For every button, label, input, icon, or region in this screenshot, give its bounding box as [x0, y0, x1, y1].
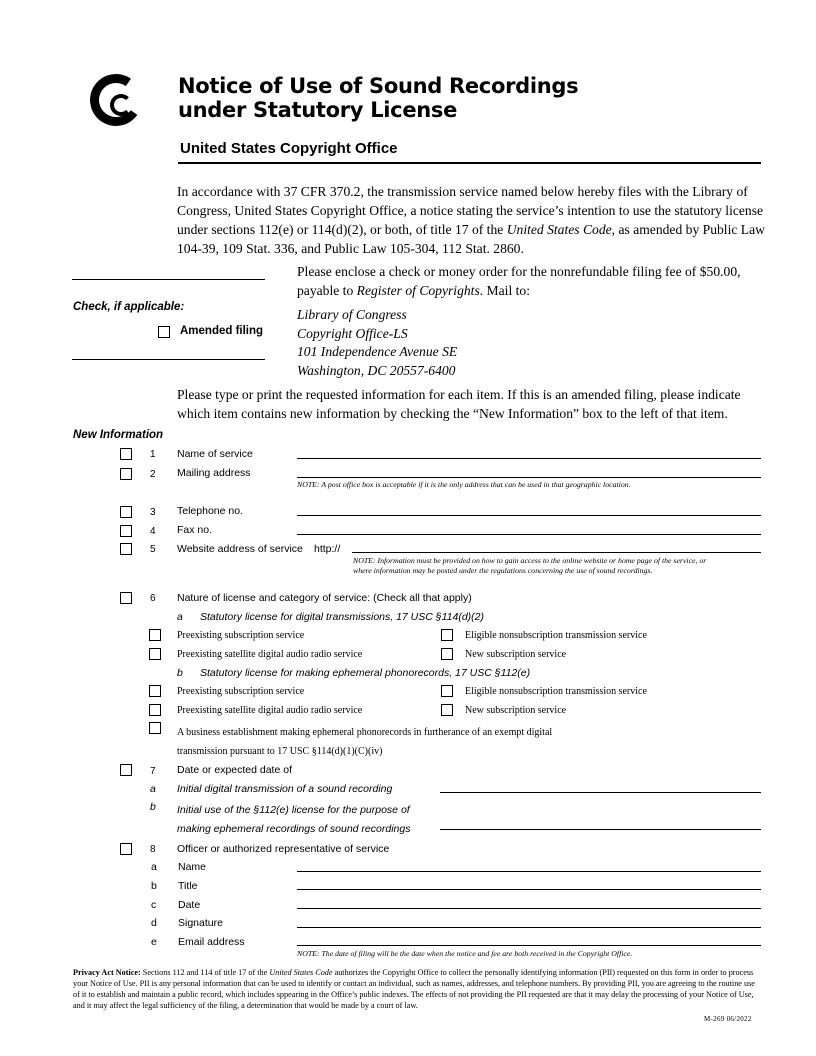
po-box-note: NOTE: A post office box is acceptable if it is the only address that can be used in that geographic location. — [297, 480, 631, 489]
officer-date-field[interactable] — [297, 908, 761, 909]
item1-new-info-checkbox[interactable] — [120, 448, 132, 460]
6b-new-subscription-checkbox[interactable] — [441, 704, 453, 716]
website-note: NOTE: Information must be provided on how to gain access to the online website or home page of the service, or where information may be posted under the regulations concerning the use of sound recordings. — [353, 556, 707, 575]
fax-field[interactable] — [297, 534, 761, 535]
name-of-service-label: Name of service — [177, 448, 253, 460]
sub-letter: d — [151, 917, 157, 929]
sub-letter: b — [151, 880, 157, 892]
business-establishment-label: A business establishment making ephemeral phonorecords in furtherance of an exempt digital transmission pursuant to 17 USC §114(d)(1)(C)(iv) — [177, 727, 553, 757]
http-prefix: http:// — [314, 543, 341, 555]
officer-email-label: Email address — [178, 936, 245, 948]
filing-date-note: NOTE: The date of filing will be the date when the notice and fee are both received in the Copyright Office. — [297, 949, 633, 958]
6b-eligible-nonsubscription-checkbox[interactable] — [441, 685, 453, 697]
officer-name-field[interactable] — [297, 871, 761, 872]
applicable-top-rule — [72, 279, 265, 280]
sub-letter: c — [151, 899, 157, 911]
option-label: Preexisting satellite digital audio radio service — [177, 649, 363, 660]
officer-label: Officer or authorized representative of service — [177, 843, 390, 855]
item-number: 7 — [150, 766, 156, 777]
item2-new-info-checkbox[interactable] — [120, 468, 132, 480]
amended-filing-checkbox[interactable] — [158, 326, 170, 338]
telephone-field[interactable] — [297, 515, 761, 516]
item3-new-info-checkbox[interactable] — [120, 506, 132, 518]
officer-name-label: Name — [178, 861, 207, 873]
6b-business-establishment-checkbox[interactable] — [149, 722, 161, 734]
amended-filing-label: Amended filing — [180, 325, 264, 337]
option-label: Preexisting satellite digital audio radio service — [177, 705, 363, 716]
privacy-act-notice: Privacy Act Notice: Sections 112 and 114 of title 17 of the United States Code authorizes the Copyright Office to collect the personally identifying information (PII) requested on this form in order to process your Notice of Use. PII is any personal information that can be used to identify or contact an individual, such as names, addresses, and telephone numbers. By providing PII, you are agreeing to the routine use of it to establish and maintain a public record, which includes sppearing in the Office’s public indexes. The effects of not providing the PII requested are that it may delay the processing of your Notice of Use, and it may affect the legal sufficiency of the filing, a determination that would be made by a court of law. — [73, 968, 755, 1010]
fee-text: Please enclose a check or money order for the nonrefundable filing fee of $50.00, payable to Register of Copyrights. Mail to: — [297, 264, 741, 298]
sub-letter: e — [151, 936, 157, 948]
website-field[interactable] — [352, 552, 761, 553]
item6-new-info-checkbox[interactable] — [120, 592, 132, 604]
website-label: Website address of service — [177, 543, 303, 555]
mailing-address-label: Mailing address — [177, 467, 251, 479]
item-number: 6 — [150, 593, 156, 604]
mailing-address: Library of Congress Copyright Office-LS 101 Independence Avenue SE Washington, DC 20557-6400 — [297, 307, 458, 378]
option-label: New subscription service — [465, 649, 567, 660]
item-number: 8 — [150, 844, 156, 855]
officer-title-label: Title — [178, 880, 198, 892]
officer-signature-field[interactable] — [297, 927, 761, 928]
sub-letter: b — [150, 801, 156, 813]
officer-signature-label: Signature — [178, 917, 223, 929]
sub-letter: a — [151, 861, 157, 873]
mailing-address-field[interactable] — [297, 477, 761, 478]
item-number: 4 — [150, 526, 156, 537]
license-112-label: Statutory license for making ephemeral phonorecords, 17 USC §112(e) — [200, 667, 531, 679]
name-of-service-field[interactable] — [297, 458, 761, 459]
initial-transmission-date-field[interactable] — [440, 792, 761, 793]
item4-new-info-checkbox[interactable] — [120, 525, 132, 537]
item-number: 5 — [150, 544, 156, 555]
6a-preexisting-satellite-checkbox[interactable] — [149, 648, 161, 660]
item-number: 3 — [150, 507, 156, 518]
option-label: Eligible nonsubscription transmission service — [465, 630, 647, 641]
item7-new-info-checkbox[interactable] — [120, 764, 132, 776]
item8-new-info-checkbox[interactable] — [120, 843, 132, 855]
fax-label: Fax no. — [177, 524, 213, 536]
initial-use-112e-label: Initial use of the §112(e) license for the purpose of making ephemeral recordings of sound recordings — [177, 804, 411, 835]
officer-title-field[interactable] — [297, 889, 761, 890]
new-information-heading: New Information — [73, 429, 164, 441]
officer-email-field[interactable] — [297, 945, 761, 946]
office-name: United States Copyright Office — [180, 140, 398, 157]
6a-preexisting-subscription-checkbox[interactable] — [149, 629, 161, 641]
license-114-label: Statutory license for digital transmissions, 17 USC §114(d)(2) — [200, 611, 485, 623]
item-number: 1 — [150, 449, 156, 460]
item-number: 2 — [150, 469, 156, 480]
header-rule — [178, 162, 761, 164]
nature-of-license-label: Nature of license and category of service: (Check all that apply) — [177, 592, 472, 604]
telephone-label: Telephone no. — [177, 505, 243, 517]
page-title: Notice of Use of Sound Recordings under Statutory License — [178, 74, 579, 122]
initial-transmission-label: Initial digital transmission of a sound recording — [177, 783, 393, 795]
sub-letter: b — [177, 667, 183, 679]
option-label: Eligible nonsubscription transmission service — [465, 686, 647, 697]
intro-paragraph: In accordance with 37 CFR 370.2, the transmission service named below hereby files with the Library of Congress, United States Copyright Office, a notice stating the service’s intention to use the statutory license under sections 112(e) or 114(d)(2), or both, of title 17 of the United States Code, as amended by Public Law 104-39, 109 Stat. 336, and Public Law 105-304, 112 Stat. 2860. — [177, 184, 765, 256]
copyright-office-logo — [90, 74, 142, 126]
6a-eligible-nonsubscription-checkbox[interactable] — [441, 629, 453, 641]
applicable-bottom-rule — [72, 359, 265, 360]
sub-letter: a — [150, 783, 156, 795]
initial-use-date-field[interactable] — [440, 829, 761, 830]
6b-preexisting-subscription-checkbox[interactable] — [149, 685, 161, 697]
item5-new-info-checkbox[interactable] — [120, 543, 132, 555]
option-label: New subscription service — [465, 705, 567, 716]
option-label: Preexisting subscription service — [177, 630, 305, 641]
officer-date-label: Date — [178, 899, 201, 911]
instructions: Please type or print the requested information for each item. If this is an amended filing, please indicate which item contains new information by checking the “New Information” box to the left of that item. — [177, 387, 741, 421]
date-expected-label: Date or expected date of — [177, 764, 292, 776]
6b-preexisting-satellite-checkbox[interactable] — [149, 704, 161, 716]
option-label: Preexisting subscription service — [177, 686, 305, 697]
6a-new-subscription-checkbox[interactable] — [441, 648, 453, 660]
sub-letter: a — [177, 611, 183, 623]
applicable-heading: Check, if applicable: — [73, 301, 185, 313]
form-id: M-269 06/2022 — [704, 1015, 752, 1023]
